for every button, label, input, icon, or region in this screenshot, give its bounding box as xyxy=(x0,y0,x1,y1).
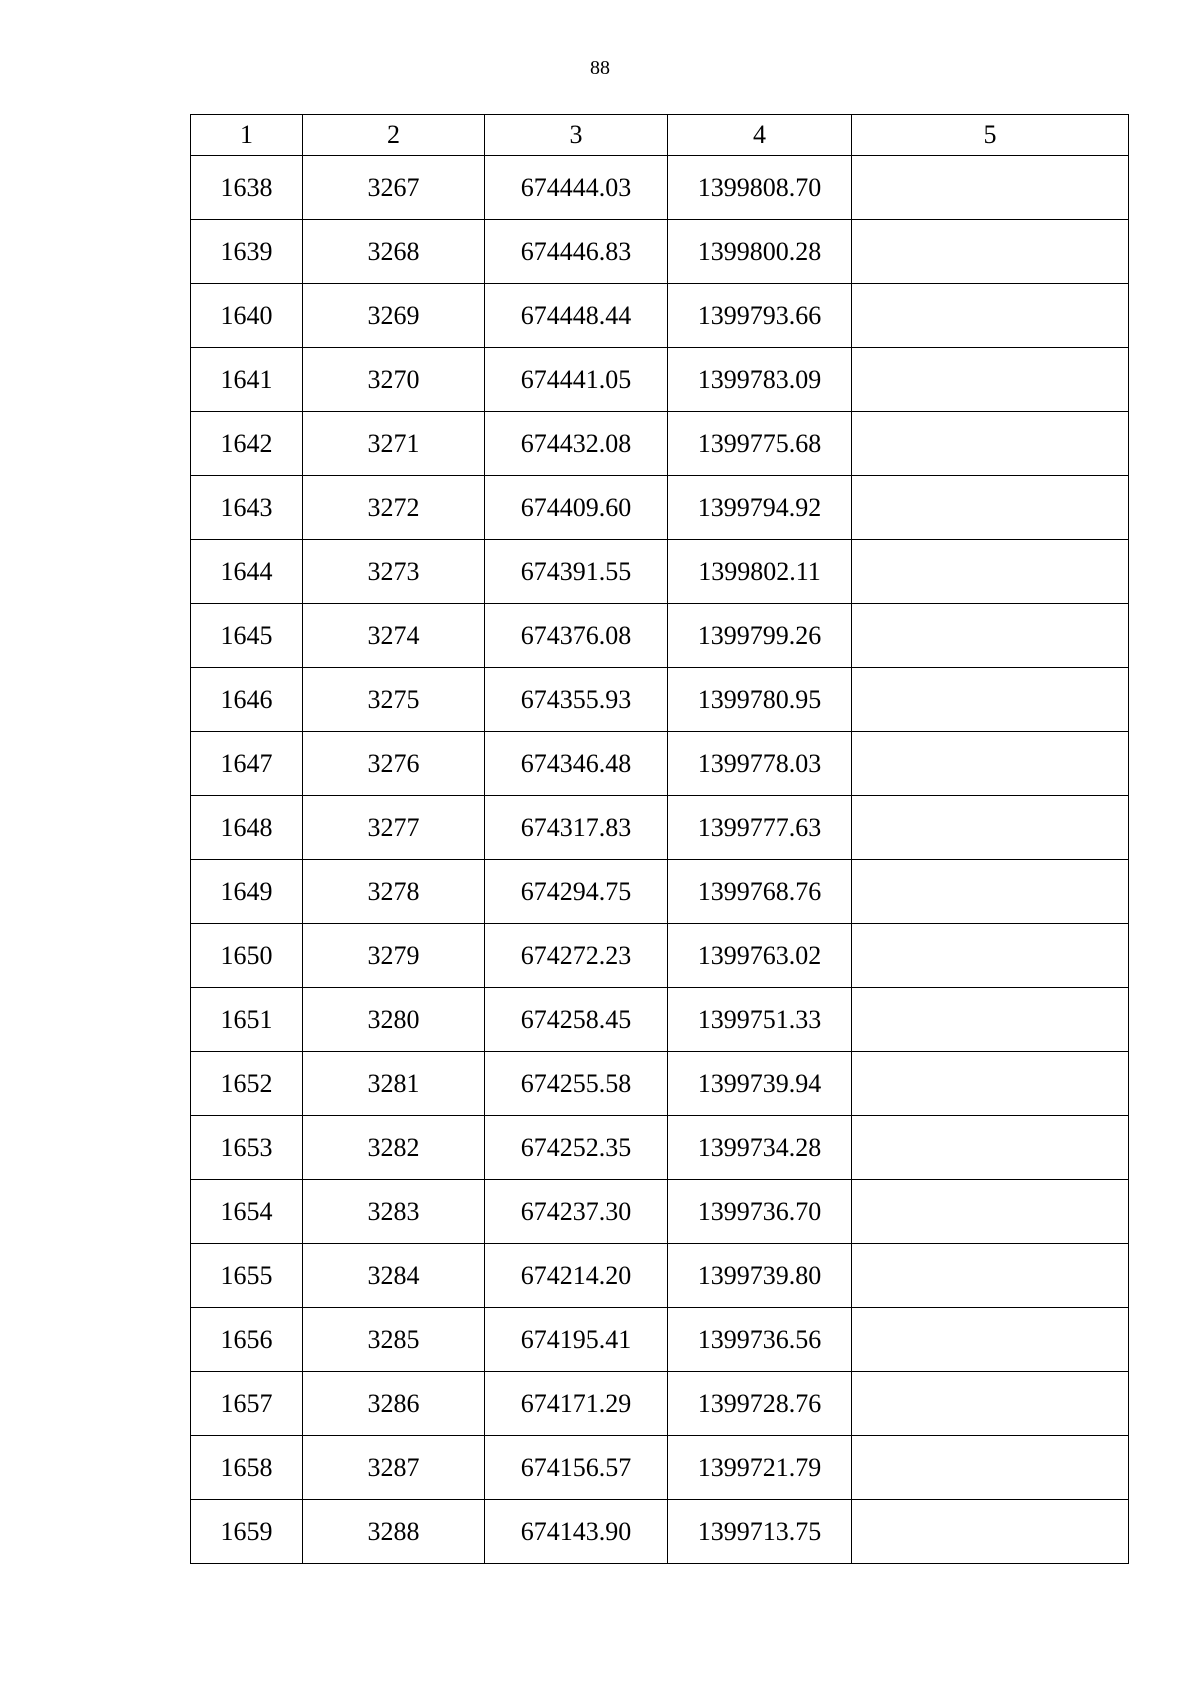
table-row xyxy=(191,1052,1129,1116)
column-header-4: 4 xyxy=(668,115,852,156)
table-cell-col-1: 1638 xyxy=(191,156,303,220)
table-cell-col-3: 674432.08 xyxy=(485,412,668,476)
table-row xyxy=(191,412,1129,476)
table-cell-col-3: 674376.08 xyxy=(485,604,668,668)
table-row xyxy=(191,1500,1129,1564)
table-row xyxy=(191,796,1129,860)
table-cell-col-2: 3275 xyxy=(303,668,485,732)
table-cell-col-4: 1399736.56 xyxy=(668,1308,852,1372)
table-cell-col-2: 3287 xyxy=(303,1436,485,1500)
table-cell-col-2: 3277 xyxy=(303,796,485,860)
table-cell-col-3: 674346.48 xyxy=(485,732,668,796)
table-cell-col-1: 1652 xyxy=(191,1052,303,1116)
table-cell-col-4: 1399763.02 xyxy=(668,924,852,988)
table-cell-col-5 xyxy=(852,412,1129,476)
column-header-5: 5 xyxy=(852,115,1129,156)
table-cell-col-4: 1399783.09 xyxy=(668,348,852,412)
table-cell-col-4: 1399802.11 xyxy=(668,540,852,604)
table-cell-col-4: 1399780.95 xyxy=(668,668,852,732)
table-row xyxy=(191,604,1129,668)
table-cell-col-4: 1399768.76 xyxy=(668,860,852,924)
table-cell-col-1: 1644 xyxy=(191,540,303,604)
table-cell-col-2: 3272 xyxy=(303,476,485,540)
table-cell-col-3: 674446.83 xyxy=(485,220,668,284)
table-cell-col-3: 674258.45 xyxy=(485,988,668,1052)
table-row xyxy=(191,220,1129,284)
table-cell-col-2: 3271 xyxy=(303,412,485,476)
table-row xyxy=(191,1180,1129,1244)
table-cell-col-5 xyxy=(852,540,1129,604)
table-cell-col-3: 674156.57 xyxy=(485,1436,668,1500)
table-cell-col-5 xyxy=(852,284,1129,348)
table-cell-col-5 xyxy=(852,988,1129,1052)
table-cell-col-1: 1651 xyxy=(191,988,303,1052)
table-cell-col-4: 1399736.70 xyxy=(668,1180,852,1244)
table-cell-col-2: 3280 xyxy=(303,988,485,1052)
table-cell-col-2: 3286 xyxy=(303,1372,485,1436)
table-cell-col-1: 1646 xyxy=(191,668,303,732)
table-cell-col-5 xyxy=(852,1372,1129,1436)
table-cell-col-4: 1399713.75 xyxy=(668,1500,852,1564)
table-cell-col-5 xyxy=(852,476,1129,540)
table-row xyxy=(191,924,1129,988)
table-cell-col-2: 3285 xyxy=(303,1308,485,1372)
table-cell-col-5 xyxy=(852,156,1129,220)
table-cell-col-2: 3284 xyxy=(303,1244,485,1308)
table-cell-col-5 xyxy=(852,796,1129,860)
table-cell-col-3: 674441.05 xyxy=(485,348,668,412)
table-cell-col-3: 674252.35 xyxy=(485,1116,668,1180)
table-row xyxy=(191,476,1129,540)
table-cell-col-3: 674171.29 xyxy=(485,1372,668,1436)
column-header-3: 3 xyxy=(485,115,668,156)
table-row xyxy=(191,668,1129,732)
table-cell-col-1: 1659 xyxy=(191,1500,303,1564)
table-cell-col-5 xyxy=(852,1436,1129,1500)
table-cell-col-1: 1655 xyxy=(191,1244,303,1308)
table-cell-col-4: 1399794.92 xyxy=(668,476,852,540)
table-cell-col-1: 1640 xyxy=(191,284,303,348)
column-header-2: 2 xyxy=(303,115,485,156)
table-cell-col-3: 674214.20 xyxy=(485,1244,668,1308)
table-row xyxy=(191,1116,1129,1180)
table-cell-col-5 xyxy=(852,220,1129,284)
table-cell-col-4: 1399734.28 xyxy=(668,1116,852,1180)
table-cell-col-3: 674143.90 xyxy=(485,1500,668,1564)
table-cell-col-2: 3269 xyxy=(303,284,485,348)
table-cell-col-1: 1653 xyxy=(191,1116,303,1180)
table-cell-col-4: 1399721.79 xyxy=(668,1436,852,1500)
table-cell-col-1: 1656 xyxy=(191,1308,303,1372)
table-cell-col-4: 1399793.66 xyxy=(668,284,852,348)
table-cell-col-2: 3274 xyxy=(303,604,485,668)
table-cell-col-2: 3288 xyxy=(303,1500,485,1564)
table-cell-col-2: 3267 xyxy=(303,156,485,220)
header-row xyxy=(191,115,1129,156)
table-cell-col-2: 3273 xyxy=(303,540,485,604)
table-cell-col-1: 1641 xyxy=(191,348,303,412)
table-cell-col-5 xyxy=(852,668,1129,732)
table-cell-col-5 xyxy=(852,348,1129,412)
table-cell-col-1: 1647 xyxy=(191,732,303,796)
table-cell-col-4: 1399728.76 xyxy=(668,1372,852,1436)
table-cell-col-4: 1399778.03 xyxy=(668,732,852,796)
table-row xyxy=(191,1372,1129,1436)
table-row xyxy=(191,1436,1129,1500)
table-cell-col-3: 674272.23 xyxy=(485,924,668,988)
table-cell-col-3: 674391.55 xyxy=(485,540,668,604)
table-row xyxy=(191,156,1129,220)
table-cell-col-5 xyxy=(852,1500,1129,1564)
table-cell-col-5 xyxy=(852,924,1129,988)
table-cell-col-1: 1645 xyxy=(191,604,303,668)
column-header-1: 1 xyxy=(191,115,303,156)
table-cell-col-2: 3281 xyxy=(303,1052,485,1116)
table-cell-col-2: 3278 xyxy=(303,860,485,924)
table-cell-col-1: 1649 xyxy=(191,860,303,924)
table-cell-col-1: 1642 xyxy=(191,412,303,476)
table-cell-col-1: 1643 xyxy=(191,476,303,540)
table-cell-col-5 xyxy=(852,1116,1129,1180)
table-cell-col-2: 3283 xyxy=(303,1180,485,1244)
table-row xyxy=(191,348,1129,412)
table-row xyxy=(191,860,1129,924)
table-cell-col-3: 674255.58 xyxy=(485,1052,668,1116)
table-cell-col-4: 1399799.26 xyxy=(668,604,852,668)
table-row xyxy=(191,732,1129,796)
page-number: 88 xyxy=(590,57,610,79)
table-cell-col-3: 674195.41 xyxy=(485,1308,668,1372)
table-cell-col-3: 674355.93 xyxy=(485,668,668,732)
table-cell-col-5 xyxy=(852,1244,1129,1308)
table-cell-col-5 xyxy=(852,1180,1129,1244)
table-cell-col-5 xyxy=(852,1052,1129,1116)
table-row xyxy=(191,540,1129,604)
table-cell-col-5 xyxy=(852,1308,1129,1372)
table-cell-col-5 xyxy=(852,604,1129,668)
table-cell-col-1: 1639 xyxy=(191,220,303,284)
table-header xyxy=(191,115,1129,156)
table-cell-col-4: 1399808.70 xyxy=(668,156,852,220)
table-cell-col-3: 674444.03 xyxy=(485,156,668,220)
table-row xyxy=(191,1244,1129,1308)
coordinates-table xyxy=(190,114,1129,1564)
table-cell-col-2: 3279 xyxy=(303,924,485,988)
table-cell-col-5 xyxy=(852,732,1129,796)
table-cell-col-4: 1399800.28 xyxy=(668,220,852,284)
table-cell-col-1: 1648 xyxy=(191,796,303,860)
table-cell-col-5 xyxy=(852,860,1129,924)
table-cell-col-2: 3276 xyxy=(303,732,485,796)
table-cell-col-1: 1657 xyxy=(191,1372,303,1436)
table-cell-col-1: 1650 xyxy=(191,924,303,988)
table-row xyxy=(191,284,1129,348)
table-row xyxy=(191,1308,1129,1372)
table-cell-col-4: 1399739.80 xyxy=(668,1244,852,1308)
table-cell-col-4: 1399739.94 xyxy=(668,1052,852,1116)
table-cell-col-2: 3270 xyxy=(303,348,485,412)
table-cell-col-3: 674317.83 xyxy=(485,796,668,860)
table-cell-col-3: 674448.44 xyxy=(485,284,668,348)
table-cell-col-1: 1654 xyxy=(191,1180,303,1244)
table-cell-col-2: 3268 xyxy=(303,220,485,284)
table-row xyxy=(191,988,1129,1052)
table-cell-col-3: 674409.60 xyxy=(485,476,668,540)
table-cell-col-4: 1399751.33 xyxy=(668,988,852,1052)
table-cell-col-3: 674294.75 xyxy=(485,860,668,924)
table-cell-col-2: 3282 xyxy=(303,1116,485,1180)
table-cell-col-4: 1399777.63 xyxy=(668,796,852,860)
table-cell-col-1: 1658 xyxy=(191,1436,303,1500)
table-body xyxy=(191,156,1129,1564)
table-cell-col-4: 1399775.68 xyxy=(668,412,852,476)
table-cell-col-3: 674237.30 xyxy=(485,1180,668,1244)
